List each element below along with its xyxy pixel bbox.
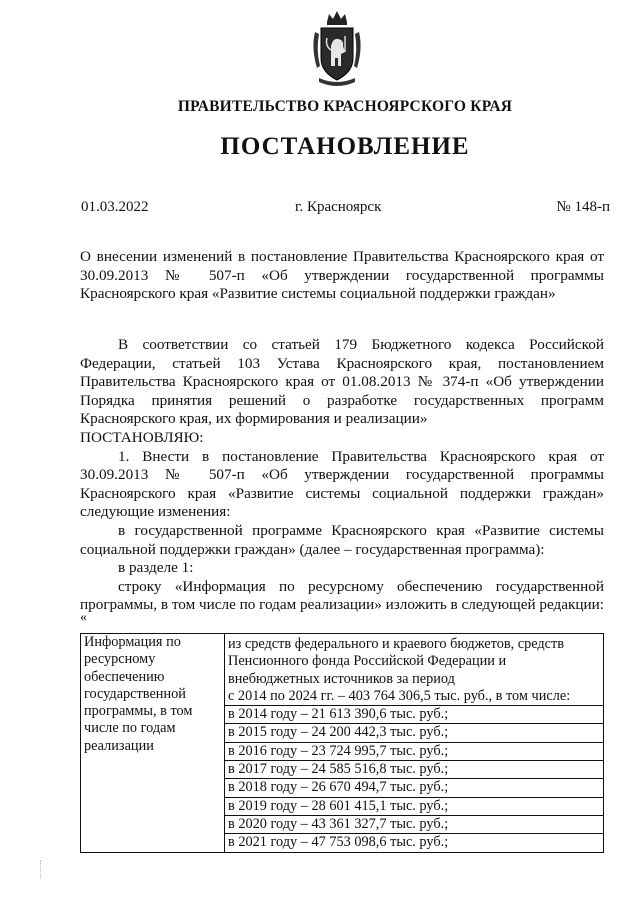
document-subject: О внесении изменений в постановление Правительства Красноярского края от 30.09.2013 № 507-п «Об утверждении государственной программы Красноярского края «Развитие системы социальной поддержки граждан»	[80, 248, 604, 303]
year-line: в 2017 году – 24 585 516,8 тыс. руб.;	[225, 761, 603, 779]
margin-mark	[40, 860, 42, 878]
year-line: в 2015 году – 24 200 442,3 тыс. руб.;	[225, 724, 603, 742]
year-line: в 2020 году – 43 361 327,7 тыс. руб.;	[225, 816, 603, 834]
document-type-heading: ПОСТАНОВЛЕНИЕ	[220, 133, 470, 160]
coat-of-arms-icon	[307, 8, 367, 88]
resource-info-table	[80, 633, 604, 853]
year-line: в 2019 году – 28 601 415,1 тыс. руб.;	[225, 798, 603, 816]
document-number: № 148-п	[556, 199, 610, 215]
program-amendment-paragraph: в государственной программе Красноярского края «Развитие системы социальной поддержки граждан» (далее – государственная программа):	[80, 521, 604, 558]
government-title: ПРАВИТЕЛЬСТВО КРАСНОЯРСКОГО КРАЯ	[177, 98, 513, 115]
table-label-cell: Информация по ресурсному обеспечению государственной программы, в том числе по годам реализации	[81, 634, 225, 853]
document-date: 01.03.2022	[81, 199, 149, 215]
row-replacement-paragraph: строку «Информация по ресурсному обеспечению государственной программы, в том числе по годам реализации» изложить в следующей редакции:	[80, 577, 604, 614]
year-line: в 2016 году – 23 724 995,7 тыс. руб.;	[225, 743, 603, 761]
opening-quote: «	[80, 610, 87, 625]
year-line: в 2018 году – 26 670 494,7 тыс. руб.;	[225, 779, 603, 797]
clause-1-paragraph: 1. Внести в постановление Правительства Красноярского края от 30.09.2013 № 507-п «Об утверждении государственной программы Красноярского края «Развитие системы социальной поддержки граждан» следующие изменения:	[80, 447, 604, 521]
year-line: в 2014 году – 21 613 390,6 тыс. руб.;	[225, 706, 603, 724]
funding-intro	[225, 634, 603, 706]
resolution-word: ПОСТАНОВЛЯЮ:	[80, 428, 204, 446]
table-value-cell	[225, 634, 604, 853]
year-line: в 2021 году – 47 753 098,6 тыс. руб.;	[228, 834, 449, 851]
table-row	[81, 634, 604, 853]
document-body	[80, 336, 604, 615]
funding-intro-text: из средств федерального и краевого бюджетов, средств Пенсионного фонда Российской Федерации и внебюджетных источников за период	[228, 636, 565, 687]
funding-total-text: с 2014 по 2024 гг. – 403 764 306,5 тыс. руб., в том числе:	[228, 687, 571, 704]
preamble-paragraph: В соответствии со статьей 179 Бюджетного кодекса Российской Федерации, статьей 103 Устава Красноярского края, постановлением Правительства Красноярского края от 01.08.2013 № 374-п «Об утверждении Порядка принятия решений о разработке государственных программ Красноярского края, их формирования и реализации»	[80, 336, 604, 428]
document-city: г. Красноярск	[295, 199, 382, 215]
section-1-paragraph: в разделе 1:	[118, 559, 194, 577]
